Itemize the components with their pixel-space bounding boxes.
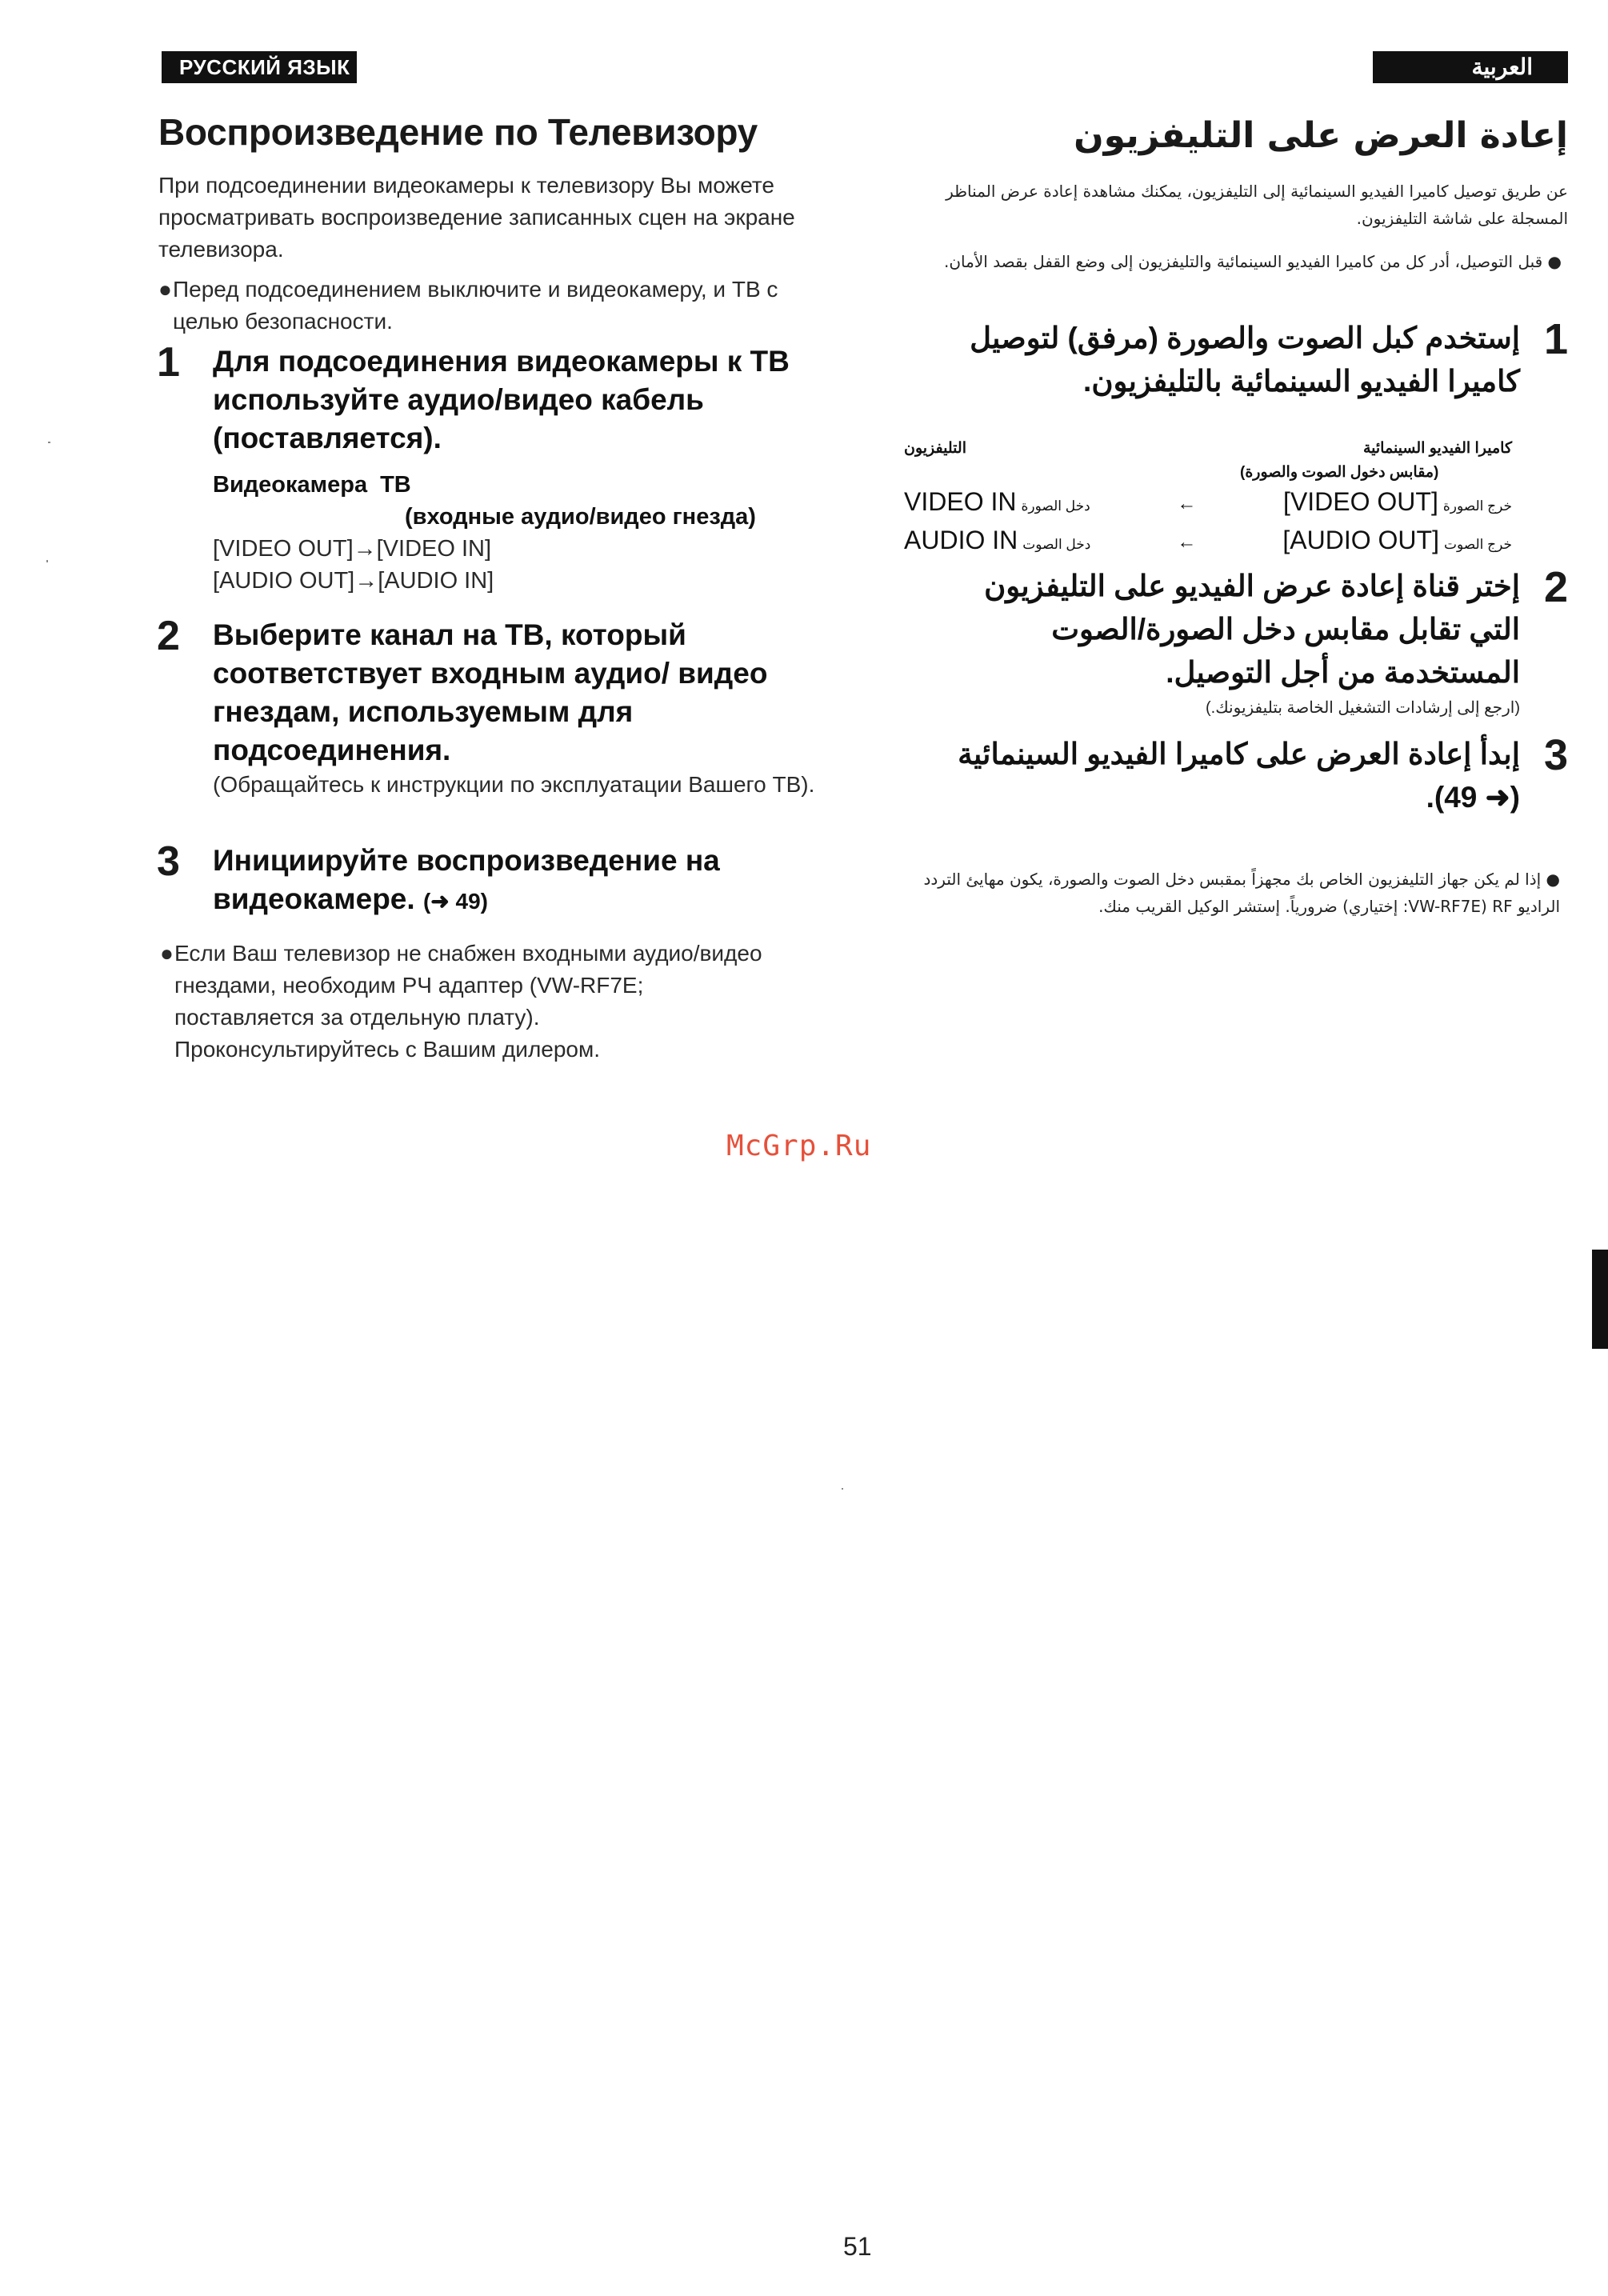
margin-mark <box>46 560 48 562</box>
page-number: 51 <box>843 2232 872 2261</box>
ar-step-1 <box>928 317 1568 403</box>
ar-video-in: VIDEO IN <box>904 487 1017 516</box>
ar-bullet-safety <box>922 248 1562 275</box>
ar-audio-in: AUDIO IN <box>904 526 1018 554</box>
ru-page-title: Воспроизведение по Телевизору <box>158 111 758 153</box>
ar-step-3-number: 3 <box>1543 731 1568 779</box>
ar-step-2-number: 2 <box>1543 563 1568 611</box>
ar-connection-audio <box>904 523 1512 562</box>
margin-mark <box>48 442 50 443</box>
ru-step-3-number: 3 <box>157 838 180 885</box>
ar-bullet-safety-text: قبل التوصيل، أدر كل من كاميرا الفيديو السينمائية والتليفزيون إلى وضع القفل بقصد الأمان. <box>944 252 1543 271</box>
language-tag-arabic: العربية <box>1373 51 1568 83</box>
bullet-dot-icon: ● <box>158 277 172 302</box>
ru-connection-table <box>213 469 821 597</box>
bullet-dot-icon: ● <box>1541 870 1560 889</box>
ar-video-in-label: دخل الصورة <box>1021 498 1090 514</box>
ar-audio-out-label: خرج الصوت <box>1443 537 1512 552</box>
ru-step-2 <box>157 613 821 800</box>
ru-step-3-heading: Инициируйте воспроизведение на видеокамере. <box>213 844 720 915</box>
ru-col-camera: Видеокамера <box>213 472 368 498</box>
watermark: McGrp.Ru <box>726 1130 872 1162</box>
ar-step-2 <box>928 565 1568 722</box>
bullet-dot-icon: ● <box>1542 252 1562 271</box>
ar-connection-video <box>904 485 1512 523</box>
ar-audio-out: [AUDIO OUT] <box>1282 526 1439 554</box>
ru-bullet-safety-text: Перед подсоединением выключите и видеокамеру, и ТВ с целью безопасности. <box>173 277 778 334</box>
ru-bullet-adapter <box>160 938 768 1066</box>
margin-mark <box>842 1488 843 1490</box>
ru-bullet-safety <box>158 274 814 338</box>
ar-step-1-number: 1 <box>1543 315 1568 363</box>
ru-connection-video: [VIDEO OUT]→[VIDEO IN] <box>213 536 492 562</box>
ar-connection-table <box>904 437 1512 562</box>
arrow-left-icon: ← <box>1177 531 1197 553</box>
ar-col-camera: كاميرا الفيديو السينمائية <box>1362 440 1512 457</box>
page-edge-marker <box>1592 1250 1608 1349</box>
ar-bullet-adapter-text: إذا لم يكن جهاز التليفزيون الخاص بك مجهزاً بمقبس دخل الصوت والصورة، يكون مهايئ التردد الراديو RF (VW-RF7E: إختياري) ضرورياً. إستشر الوكيل القريب منك. <box>923 870 1560 916</box>
ru-step-1 <box>157 339 821 597</box>
ru-bullet-adapter-text: Если Ваш телевизор не снабжен входными аудио/видео гнездами, необходим РЧ адаптер (VW-RF7E; поставляется за отдельную плату). Проконсультируйтесь с Вашим дилером. <box>174 941 762 1062</box>
ru-step-1-heading: Для подсоединения видеокамеры к ТВ используйте аудио/видео кабель (поставляется). <box>213 345 790 454</box>
ru-col-tv-sub: (входные аудио/видео гнезда) <box>405 504 756 530</box>
arrow-left-icon: ← <box>1177 493 1197 514</box>
ru-step-3 <box>157 838 821 921</box>
ar-col-tv: التليفزيون <box>904 440 966 457</box>
ar-video-out-label: خرج الصورة <box>1442 498 1512 514</box>
ar-page-title: إعادة العرض على التليفزيون <box>1074 115 1568 156</box>
ar-step-3 <box>928 733 1568 819</box>
ru-step-2-heading: Выберите канал на ТВ, который соответствует входным аудио/ видео гнездам, используемым для подсоединения. <box>213 618 768 766</box>
ar-audio-in-label: دخل الصوت <box>1022 537 1091 552</box>
ar-step-1-heading: إستخدم كبل الصوت والصورة (مرفق) لتوصيل كاميرا الفيديو السينمائية بالتليفزيون. <box>970 322 1520 398</box>
ar-col-tv-sub: (مقابس دخول الصوت والصورة) <box>1240 464 1439 481</box>
ar-step-2-note: (ارجع إلى إرشادات التشغيل الخاصة بتليفزيونك.) <box>1205 699 1520 717</box>
ru-col-tv: ТВ <box>380 472 411 498</box>
ar-step-3-heading: إبدأ إعادة العرض على كاميرا الفيديو السينمائية (➜ 49). <box>958 738 1520 814</box>
ar-video-out: [VIDEO OUT] <box>1283 487 1438 516</box>
ru-step-1-number: 1 <box>157 339 180 386</box>
bullet-dot-icon: ● <box>160 941 174 966</box>
ru-step-2-number: 2 <box>157 613 180 659</box>
ru-step-2-note: (Обращайтесь к инструкции по эксплуатации Вашего ТВ). <box>213 772 815 797</box>
ar-bullet-adapter <box>920 866 1560 920</box>
ru-connection-audio: [AUDIO OUT]→[AUDIO IN] <box>213 568 494 594</box>
ar-step-2-heading: إختر قناة إعادة عرض الفيديو على التليفزيون التي تقابل مقابس دخل الصورة/الصوت المستخدمة من أجل التوصيل. <box>984 570 1520 689</box>
ar-intro-text: عن طريق توصيل كاميرا الفيديو السينمائية إلى التليفزيون، يمكنك مشاهدة إعادة عرض المناظر المسجلة على شاشة التليفزيون. <box>946 182 1568 228</box>
ru-step-3-page-ref: (➜ 49) <box>422 889 488 914</box>
language-tag-russian: РУССКИЙ ЯЗЫК <box>162 51 357 83</box>
ru-intro-text: При подсоединении видеокамеры к телевизору Вы можете просматривать воспроизведение записанных сцен на экране телевизора. <box>158 173 795 262</box>
